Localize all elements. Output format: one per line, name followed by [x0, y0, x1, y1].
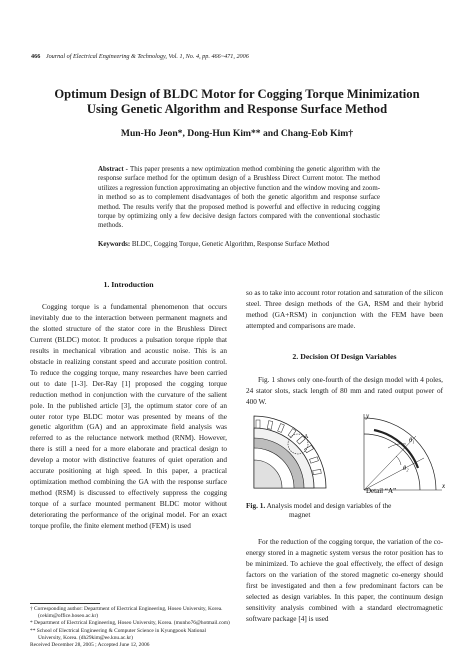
page-number: 466	[31, 53, 41, 60]
footnote-corresponding-author: † Corresponding author: Department of Electrical Engineering, Hoseo University, Korea. (cekim@office.hoseo.ac.kr)	[30, 606, 223, 620]
journal-citation: Journal of Electrical Engineering & Technology, Vol. 1, No. 4, pp. 466~471, 2006	[45, 53, 249, 60]
introduction-paragraph: Cogging torque is a fundamental phenomenon that occurs inevitably due to the interaction between permanent magnets and the slotted structure of the stator core in the Brushless Direct Current (BLDC) motor. It produces a pulsation torque ripple that results in mechanical vibration and acoustic noise. This is an obstacle in realizing constant speed and accurate position control. To reduce the cogging torque, many researches have been carried out to date [1-3]. Der-Ray [1] proposed the cogging torque reduction method in conjunction with the curvature of the salient pole. In the published article [3], the optimum stator core of an outer rotor type BLDC motor was presented by means of the genetic algorithm (GA) and an approximate field analysis was referred to as the reluctance network method (RNM). However, there is still a need for a more elaborate and practical design to develop a motor with distinctive features of quiet operation and accurate positioning at high speed. In this paper, a practical optimization method combining the GA with the response surface method (RSM) is discussed to effectively suppress the cogging torque of a surface mounted permanent BLDC motor without deteriorating the performance of the original model. For an exact torque profile, the finite element method (FEM) is used	[30, 303, 227, 531]
title-line-2: Using Genetic Algorithm and Response Surface Method	[86, 102, 388, 116]
figure-caption-line-1: Analysis model and design variables of the	[266, 502, 392, 510]
abstract	[98, 165, 380, 231]
footnote-author-2: ** School of Electrical Engineering & Computer Science in Kyungpook National University, Korea. (dh29kim@ee.knu.ac.kr)	[30, 627, 207, 641]
section-heading-introduction: 1. Introduction	[103, 280, 154, 289]
author-list: Mun-Ho Jeon*, Dong-Hun Kim** and Chang-Eob Kim†	[120, 128, 354, 139]
y-axis-label: y	[366, 412, 370, 420]
figure-1	[246, 408, 446, 494]
figure-1-caption	[246, 502, 446, 520]
continuation-paragraph: so as to take into account rotor rotation and saturation of the silicon steel. Three design methods of the GA, RSM and their hybrid method (GA+RSM) in conjunction with the FEM have been attempted and comparisons are made.	[246, 289, 443, 330]
x-axis-label: x	[442, 482, 446, 490]
design-variables-paragraph: Fig. 1 shows only one-fourth of the design model with 4 poles, 24 stator slots, stack length of 80 mm and rated output power of 400 W.	[246, 376, 443, 406]
detail-marker-letter: A	[304, 434, 309, 440]
abstract-text: This paper presents a new optimization method combining the genetic algorithm with the response surface method for the optimum design of a Brushless Direct Current motor. The method utilizes a regression function approximating an objective function and the window moving and zoom-in method so as to complement disadvantages of both the genetic algorithm and response surface method. The results verify that the proposed method is powerful and effective in reducing cogging torque by optimizing only a few decisive design factors compared with the conventional stochastic methods.	[98, 166, 380, 230]
figure-caption-label: Fig. 1.	[246, 502, 266, 510]
footnote-divider	[30, 603, 100, 604]
theta-2-label: θ₂	[403, 465, 409, 472]
detail-a-label: Detail “A”	[366, 487, 397, 494]
footnote-author-1: * Department of Electrical Engineering, Hoseo University, Korea. (munho76@hotmail.com)	[30, 620, 230, 627]
title-line-1: Optimum Design of BLDC Motor for Cogging Torque Minimization	[54, 87, 420, 101]
footnotes	[30, 606, 230, 649]
received-date: Received December 28, 2005 ; Accepted June 12, 2006	[30, 642, 150, 649]
running-head	[31, 53, 249, 60]
quarter-motor-model	[254, 416, 326, 488]
cogging-reduction-paragraph: For the reduction of the cogging torque, the variation of the co-energy stored in a magnetic system versus the rotor position has to be minimized. To achieve the goal effectively, the effect of design factors on the variation of the stored magnetic co-energy should first be investigated and then a few predominant factors can be selected as design variables. In this paper, the continuum design sensitivity analysis combined with a standard electromagnetic software package [4] is used	[246, 538, 443, 623]
figure-caption-line-2: magnet	[289, 511, 311, 520]
keywords	[98, 241, 398, 248]
motor-analysis-model-diagram	[246, 408, 446, 494]
detail-a-view	[364, 412, 446, 490]
section-heading-design-variables: 2. Decision Of Design Variables	[292, 352, 397, 361]
abstract-label: Abstract -	[98, 166, 131, 173]
keywords-text: BLDC, Cogging Torque, Genetic Algorithm, Response Surface Method	[131, 241, 330, 248]
paper-title	[30, 87, 444, 117]
theta-1-label: θ₁	[409, 437, 415, 444]
keywords-label: Keywords:	[98, 241, 132, 248]
